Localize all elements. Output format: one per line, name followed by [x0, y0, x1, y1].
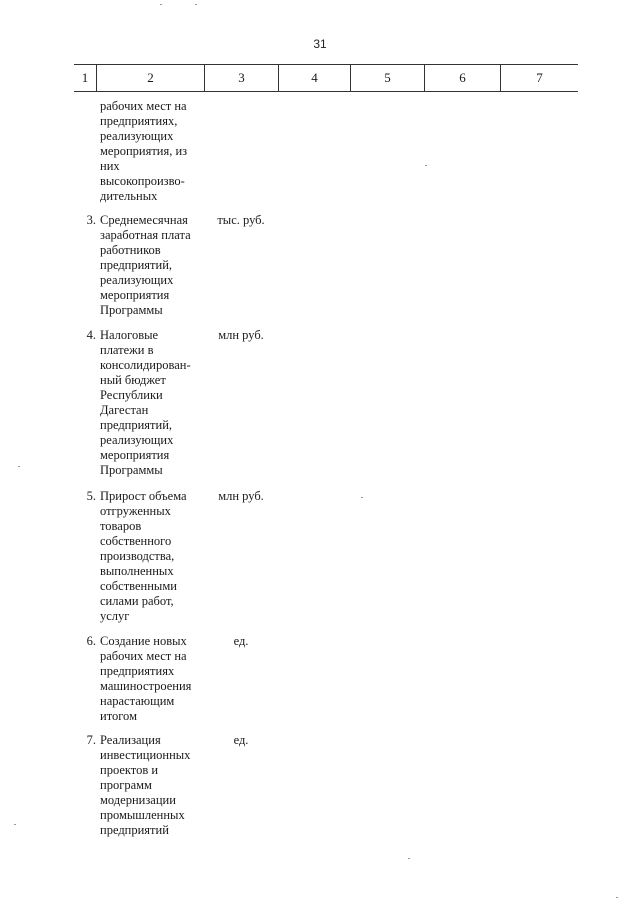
- name-line: машиностроения: [100, 679, 192, 693]
- name-line: выполненных: [100, 564, 174, 578]
- name-line: ный бюджет: [100, 373, 166, 387]
- header-cell-7: 7: [500, 65, 578, 91]
- name-line: Налоговые: [100, 328, 159, 342]
- name-line: товаров: [100, 519, 142, 533]
- header-cell-1: 1: [81, 70, 89, 85]
- name-line: проектов и: [100, 763, 159, 777]
- name-line: предприятиях,: [100, 114, 178, 128]
- row-number: 4.: [86, 328, 96, 342]
- row-indicator-name: [100, 634, 204, 724]
- name-line: Республики: [100, 388, 163, 402]
- name-line: мероприятия: [100, 448, 170, 462]
- name-line: Среднемесячная: [100, 213, 188, 227]
- name-line: Дагестан: [100, 403, 149, 417]
- name-line: высокопроизво-: [100, 174, 185, 188]
- name-line: реализующих: [100, 129, 174, 143]
- name-line: Реализация: [100, 733, 161, 747]
- row-unit: ед.: [233, 634, 249, 648]
- name-line: Программы: [100, 303, 163, 317]
- name-line: работников: [100, 243, 161, 257]
- name-line: мероприятия: [100, 288, 170, 302]
- name-line: инвестиционных: [100, 748, 191, 762]
- row-unit: млн руб.: [218, 489, 264, 503]
- name-line: рабочих мест на: [100, 649, 187, 663]
- name-line: предприятиях: [100, 664, 175, 678]
- row-number: 3.: [86, 213, 96, 227]
- name-line: платежи в: [100, 343, 154, 357]
- row-indicator-name: [100, 733, 204, 838]
- name-line: собственными: [100, 579, 177, 593]
- name-line: дительных: [100, 189, 158, 203]
- header-cell-2: 2: [96, 65, 204, 91]
- name-line: консолидирован-: [100, 358, 191, 372]
- name-line: заработная плата: [100, 228, 191, 242]
- name-line: Создание новых: [100, 634, 187, 648]
- name-line: них: [100, 159, 120, 173]
- header-cell-5: 5: [350, 65, 424, 91]
- scan-speck: [361, 497, 363, 498]
- scan-speck: [408, 858, 410, 859]
- name-line: услуг: [100, 609, 130, 623]
- scan-speck: [160, 4, 162, 5]
- row-unit: млн руб.: [218, 328, 264, 342]
- name-line: предприятий,: [100, 418, 173, 432]
- name-line: рабочих мест на: [100, 99, 187, 113]
- table-header-row: [74, 64, 578, 92]
- row-number: 7.: [86, 733, 96, 747]
- scan-speck: [14, 824, 16, 825]
- row-indicator-name: [100, 489, 204, 624]
- name-line: Программы: [100, 463, 163, 477]
- name-line: реализующих: [100, 433, 174, 447]
- scan-speck: [616, 897, 618, 898]
- header-cell-3: 3: [204, 65, 278, 91]
- scan-speck: [195, 4, 197, 5]
- scan-speck: [18, 466, 20, 467]
- name-line: отгруженных: [100, 504, 171, 518]
- name-line: предприятий: [100, 823, 169, 837]
- row-unit: ед.: [233, 733, 249, 747]
- name-line: производства,: [100, 549, 175, 563]
- name-line: реализующих: [100, 273, 174, 287]
- scan-speck: [425, 165, 427, 166]
- row-indicator-name: [100, 213, 204, 318]
- row-unit: тыс. руб.: [217, 213, 265, 227]
- name-line: силами работ,: [100, 594, 174, 608]
- header-cell-4: 4: [278, 65, 350, 91]
- row-number: 5.: [86, 489, 96, 503]
- name-line: Прирост объема: [100, 489, 187, 503]
- page-number: 31: [313, 37, 327, 51]
- name-line: модернизации: [100, 793, 176, 807]
- name-line: программ: [100, 778, 152, 792]
- row-indicator-name: [100, 328, 204, 478]
- name-line: промышленных: [100, 808, 185, 822]
- row-number: 6.: [86, 634, 96, 648]
- header-cell-6: 6: [424, 65, 500, 91]
- name-line: собственного: [100, 534, 172, 548]
- name-line: мероприятия, из: [100, 144, 188, 158]
- name-line: нарастающим: [100, 694, 175, 708]
- name-line: предприятий,: [100, 258, 173, 272]
- name-line: итогом: [100, 709, 137, 723]
- row-indicator-name: [100, 99, 204, 204]
